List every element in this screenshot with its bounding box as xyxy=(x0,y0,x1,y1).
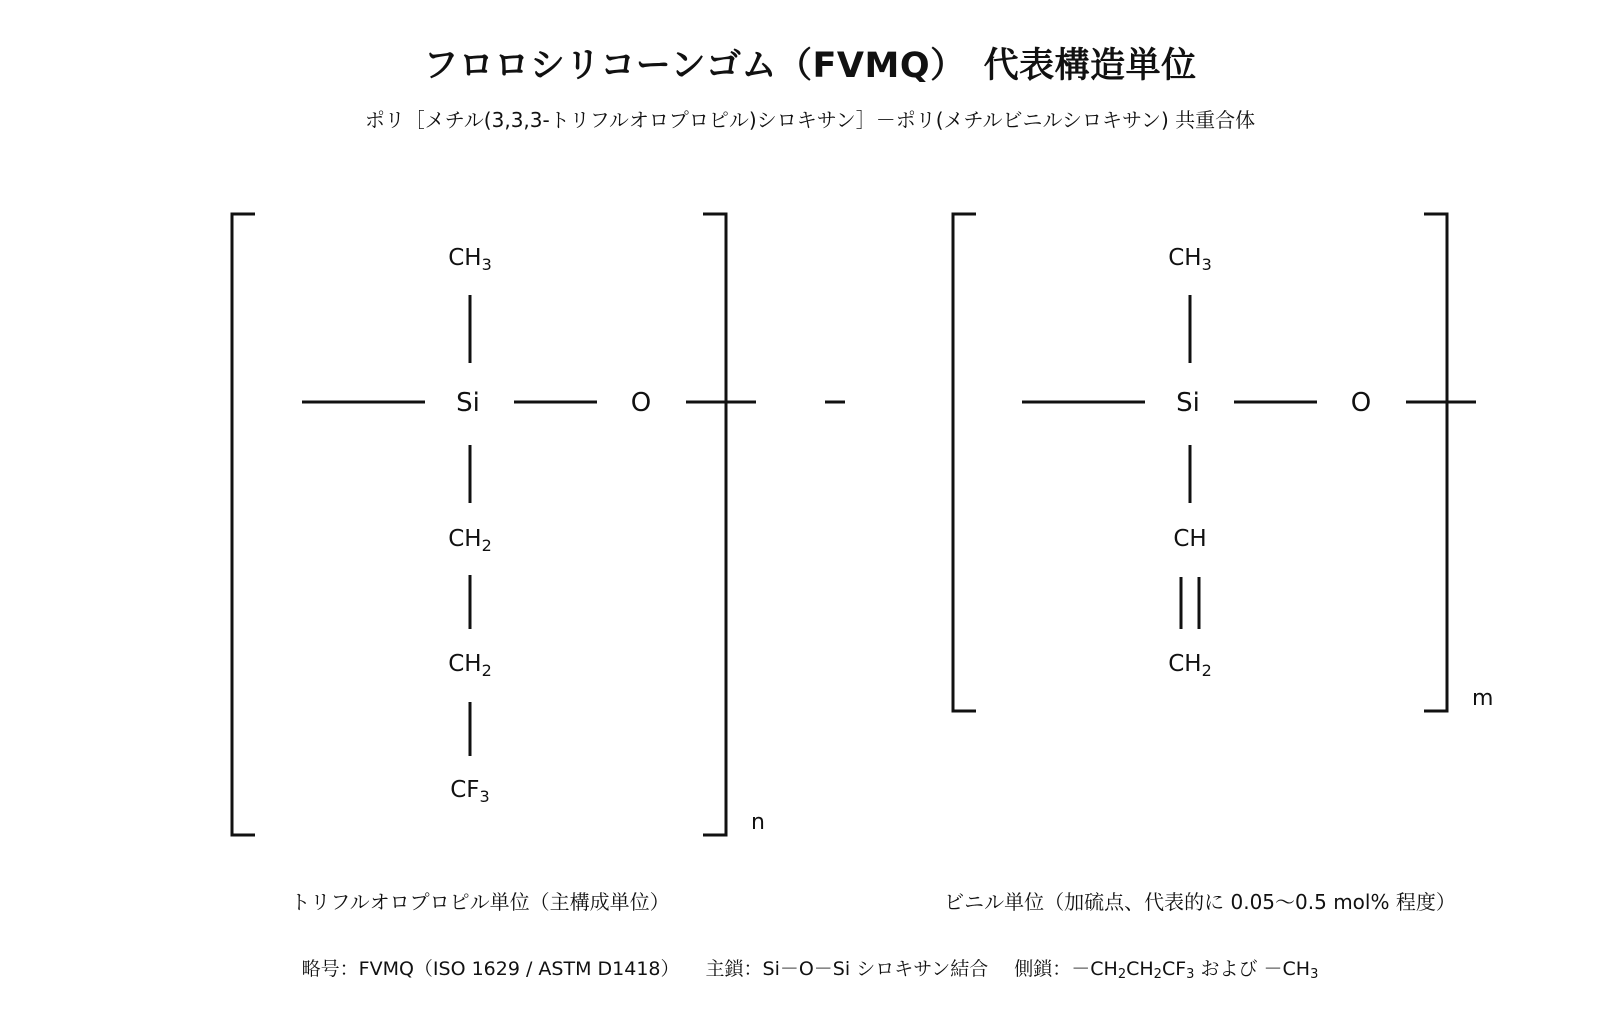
repeat-subscript-m: m xyxy=(1472,686,1494,711)
footer-notes xyxy=(0,954,1620,982)
abbreviation-note: 略号：FVMQ（ISO 1629 / ASTM D1418） xyxy=(301,958,680,980)
vinyl-ch-label: CH xyxy=(1173,526,1207,552)
right-silicon-label: Si xyxy=(1176,388,1200,418)
left-methyl-label: $CH_3$ xyxy=(448,245,492,274)
left-ch2-label-1: $CH_2$ xyxy=(448,526,492,555)
left-close-bracket xyxy=(703,214,726,835)
right-oxygen-label: O xyxy=(1350,388,1372,418)
vinyl-ch2-label: $CH_2$ xyxy=(1168,651,1212,680)
left-unit-caption: トリフルオロプロピル単位（主構成単位） xyxy=(290,890,670,914)
repeat-subscript-n: n xyxy=(751,810,765,835)
right-methyl-label: $CH_3$ xyxy=(1168,245,1212,274)
left-open-bracket xyxy=(232,214,255,835)
compound-name: ポリ［メチル(3,3,3-トリフルオロプロピル)シロキサン］－ポリ(メチルビニルシロキサン) 共重合体 xyxy=(364,108,1256,132)
left-oxygen-label: O xyxy=(630,388,652,418)
left-ch2-label-2: $CH_2$ xyxy=(448,651,492,680)
right-unit-caption: ビニル単位（加硫点、代表的に 0.05〜0.5 mol% 程度） xyxy=(944,890,1456,914)
main-chain-note: 主鎖：Si－O－Si シロキサン結合 xyxy=(705,958,989,980)
page-title: フロロシリコーンゴム（FVMQ） 代表構造単位 xyxy=(423,46,1197,86)
left-cf3-label: $CF_3$ xyxy=(450,777,490,806)
side-chain-note: 側鎖：$-CH_2CH_2CF_3$ および $-CH_3$ xyxy=(1014,958,1319,982)
right-open-bracket xyxy=(953,214,976,711)
right-close-bracket xyxy=(1424,214,1447,711)
left-silicon-label: Si xyxy=(456,388,480,418)
